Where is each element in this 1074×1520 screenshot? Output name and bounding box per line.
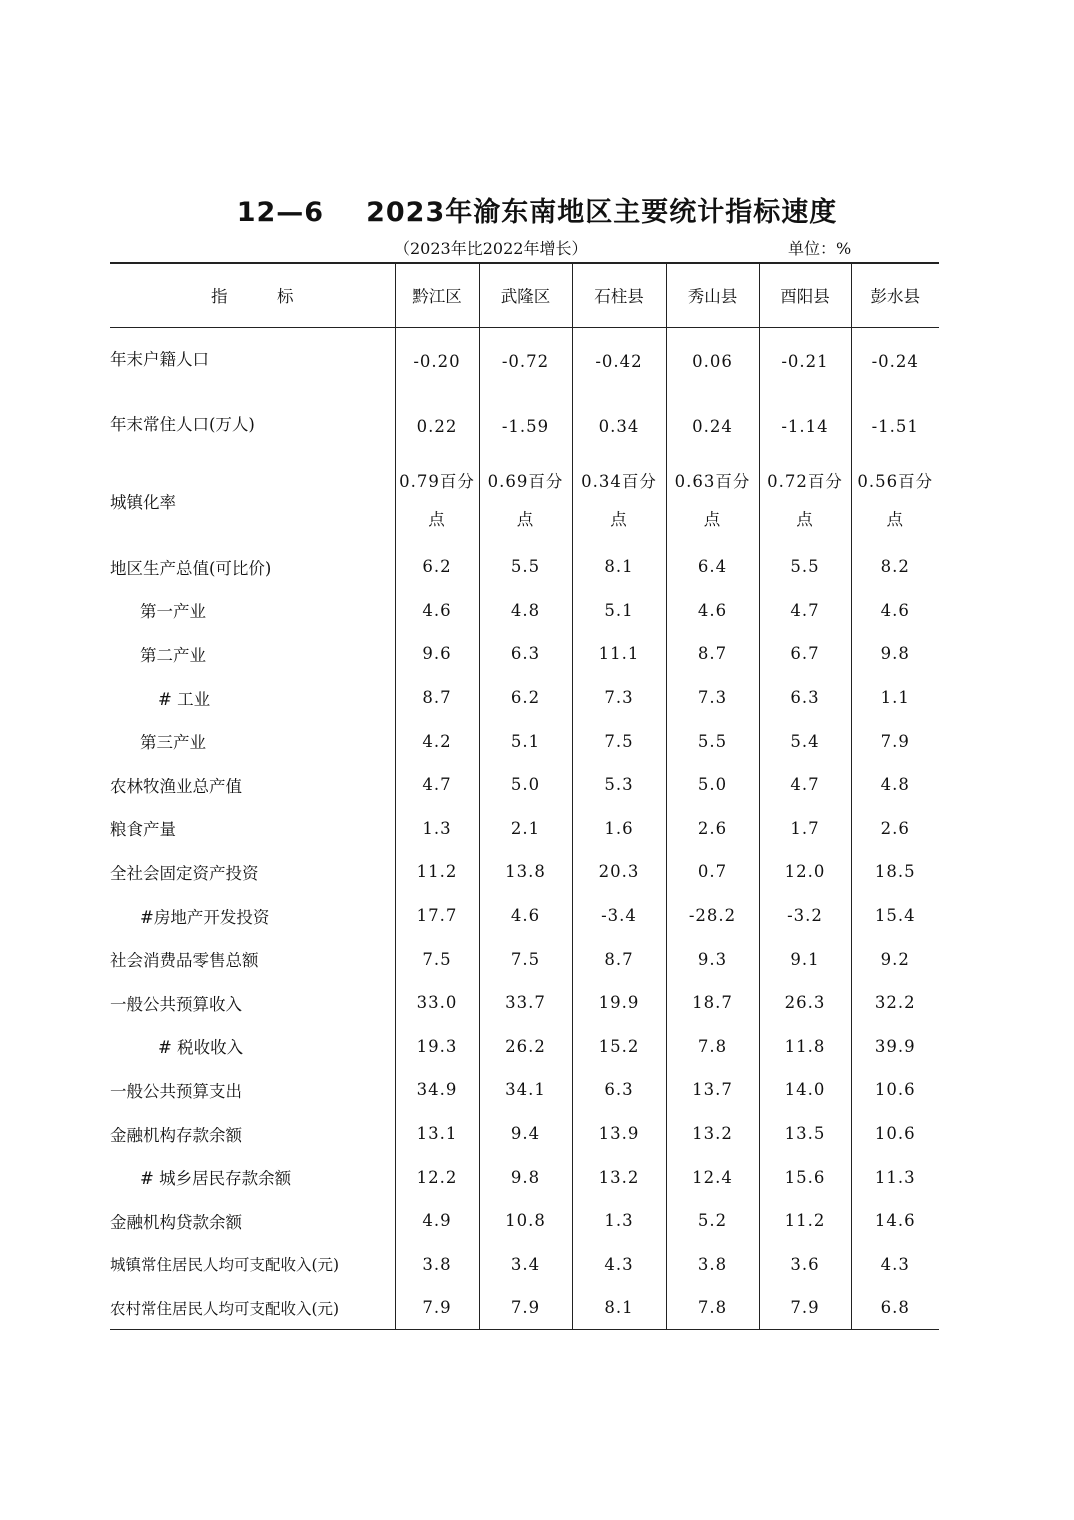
row-label: 第二产业: [140, 645, 206, 665]
cell: 0.72百分点: [759, 457, 851, 545]
header-wulong: 武隆区: [479, 263, 572, 327]
cell: 10.8: [479, 1199, 572, 1243]
table-row: [110, 1243, 939, 1287]
cell: 4.6: [479, 894, 572, 938]
cell: 7.3: [572, 676, 666, 720]
cell: 9.2: [851, 937, 939, 981]
row-label: 城镇常住居民人均可支配收入(元): [110, 1256, 340, 1275]
cell: 8.2: [851, 545, 939, 589]
cell: 1.1: [851, 676, 939, 720]
cell: 4.6: [666, 589, 759, 633]
row-label: 一般公共预算收入: [110, 994, 242, 1014]
cell: 4.8: [851, 763, 939, 807]
cell: 8.7: [572, 937, 666, 981]
row-label: 年末常住人口(万人): [110, 415, 255, 434]
cell: -1.14: [759, 399, 851, 457]
cell: 5.0: [479, 763, 572, 807]
cell: 18.5: [851, 850, 939, 894]
cell: 7.5: [479, 937, 572, 981]
row-label: 地区生产总值(可比价): [110, 558, 272, 578]
cell: 7.8: [666, 1025, 759, 1069]
cell: 5.4: [759, 719, 851, 763]
cell: 0.63百分点: [666, 457, 759, 545]
header-youyang: 酉阳县: [759, 263, 851, 327]
cell: 17.7: [395, 894, 479, 938]
cell: 4.6: [395, 589, 479, 633]
cell: 0.69百分点: [479, 457, 572, 545]
table-row: [110, 399, 939, 457]
cell: 5.3: [572, 763, 666, 807]
row-label: 一般公共预算支出: [110, 1081, 242, 1101]
cell: 14.6: [851, 1199, 939, 1243]
cell: 3.8: [666, 1243, 759, 1287]
table-row: [110, 937, 939, 981]
cell: 4.7: [395, 763, 479, 807]
cell: 1.7: [759, 807, 851, 851]
cell: 39.9: [851, 1025, 939, 1069]
cell: 4.7: [759, 589, 851, 633]
table-row: [110, 894, 939, 938]
cell: 13.8: [479, 850, 572, 894]
cell: 15.4: [851, 894, 939, 938]
cell: 4.3: [572, 1243, 666, 1287]
cell: 6.4: [666, 545, 759, 589]
table-row: [110, 1112, 939, 1156]
cell: 5.1: [479, 719, 572, 763]
row-label: 城镇化率: [110, 493, 176, 512]
header-xiushan: 秀山县: [666, 263, 759, 327]
table-subtitle: （2023年比2022年增长）: [394, 239, 588, 258]
cell: 5.5: [666, 719, 759, 763]
row-label: 全社会固定资产投资: [110, 863, 259, 883]
cell: 20.3: [572, 850, 666, 894]
cell: 3.8: [395, 1243, 479, 1287]
cell: 33.7: [479, 981, 572, 1025]
cell: 9.6: [395, 632, 479, 676]
table-row: [110, 457, 939, 545]
row-label: # 城乡居民存款余额: [140, 1169, 292, 1189]
cell: 10.6: [851, 1068, 939, 1112]
table-row: [110, 327, 939, 399]
cell: 6.3: [479, 632, 572, 676]
cell: 8.7: [395, 676, 479, 720]
cell: 26.3: [759, 981, 851, 1025]
cell: 15.6: [759, 1155, 851, 1199]
page-title: [0, 190, 1074, 229]
cell: 1.3: [395, 807, 479, 851]
cell: -0.20: [395, 327, 479, 399]
table-number: 12—6: [236, 197, 325, 228]
cell: 13.7: [666, 1068, 759, 1112]
table-row: [110, 632, 939, 676]
statistics-table: [110, 262, 939, 1330]
cell: 11.2: [395, 850, 479, 894]
row-label: 粮食产量: [110, 820, 176, 840]
table-row: [110, 1155, 939, 1199]
table-row: [110, 589, 939, 633]
cell: -3.4: [572, 894, 666, 938]
cell: -1.51: [851, 399, 939, 457]
row-label: 金融机构存款余额: [110, 1125, 242, 1145]
row-label: 农村常住居民人均可支配收入(元): [110, 1286, 395, 1330]
unit-label: 单位：%: [788, 239, 852, 258]
cell: 13.2: [572, 1155, 666, 1199]
cell: 10.6: [851, 1112, 939, 1156]
cell: 5.5: [759, 545, 851, 589]
cell: 0.34: [572, 399, 666, 457]
row-label: 第一产业: [140, 602, 206, 622]
table-row: [110, 1068, 939, 1112]
cell: 2.6: [666, 807, 759, 851]
row-label: #房地产开发投资: [140, 907, 270, 927]
cell: 12.4: [666, 1155, 759, 1199]
cell: 9.1: [759, 937, 851, 981]
cell: 12.0: [759, 850, 851, 894]
cell: 7.5: [572, 719, 666, 763]
cell: 13.2: [666, 1112, 759, 1156]
cell: 2.1: [479, 807, 572, 851]
cell: 19.9: [572, 981, 666, 1025]
cell: 9.3: [666, 937, 759, 981]
cell: 1.6: [572, 807, 666, 851]
cell: 6.7: [759, 632, 851, 676]
cell: 8.1: [572, 1286, 666, 1330]
cell: 7.9: [395, 1286, 479, 1330]
table-row: [110, 981, 939, 1025]
table-row: [110, 545, 939, 589]
row-label: 社会消费品零售总额: [110, 951, 259, 971]
cell: 0.79百分点: [395, 457, 479, 545]
cell: 2.6: [851, 807, 939, 851]
cell: 8.1: [572, 545, 666, 589]
table-row: [110, 850, 939, 894]
cell: 13.1: [395, 1112, 479, 1156]
cell: 6.3: [572, 1068, 666, 1112]
row-label: 金融机构贷款余额: [110, 1212, 242, 1232]
cell: 32.2: [851, 981, 939, 1025]
cell: 5.5: [479, 545, 572, 589]
cell: 4.9: [395, 1199, 479, 1243]
cell: 19.3: [395, 1025, 479, 1069]
cell: 4.2: [395, 719, 479, 763]
table-row: [110, 676, 939, 720]
table-row: [110, 807, 939, 851]
cell: 8.7: [666, 632, 759, 676]
row-label: # 税收收入: [158, 1038, 244, 1058]
cell: 15.2: [572, 1025, 666, 1069]
row-label: 农林牧渔业总产值: [110, 776, 242, 796]
cell: 26.2: [479, 1025, 572, 1069]
cell: 13.5: [759, 1112, 851, 1156]
cell: 5.0: [666, 763, 759, 807]
cell: 6.2: [479, 676, 572, 720]
cell: -1.59: [479, 399, 572, 457]
cell: -0.72: [479, 327, 572, 399]
header-qianjiang: 黔江区: [395, 263, 479, 327]
cell: 13.9: [572, 1112, 666, 1156]
cell: 33.0: [395, 981, 479, 1025]
cell: 4.8: [479, 589, 572, 633]
cell: -3.2: [759, 894, 851, 938]
row-label: 年末户籍人口: [110, 349, 209, 369]
cell: 6.8: [851, 1286, 939, 1330]
cell: 9.4: [479, 1112, 572, 1156]
cell: 11.3: [851, 1155, 939, 1199]
cell: -28.2: [666, 894, 759, 938]
cell: 1.3: [572, 1199, 666, 1243]
table-row: [110, 763, 939, 807]
row-label: # 工业: [158, 689, 211, 709]
cell: 0.06: [666, 327, 759, 399]
cell: -0.21: [759, 327, 851, 399]
cell: 3.4: [479, 1243, 572, 1287]
header-row: [110, 263, 939, 327]
cell: 5.1: [572, 589, 666, 633]
cell: 11.2: [759, 1199, 851, 1243]
row-label: 第三产业: [140, 733, 206, 753]
cell: 7.3: [666, 676, 759, 720]
cell: 7.9: [479, 1286, 572, 1330]
cell: 34.9: [395, 1068, 479, 1112]
cell: 6.3: [759, 676, 851, 720]
cell: 0.34百分点: [572, 457, 666, 545]
cell: 5.2: [666, 1199, 759, 1243]
cell: 3.6: [759, 1243, 851, 1287]
header-shizhu: 石柱县: [572, 263, 666, 327]
cell: 9.8: [851, 632, 939, 676]
cell: 7.5: [395, 937, 479, 981]
header-pengshui: 彭水县: [851, 263, 939, 327]
cell: 34.1: [479, 1068, 572, 1112]
cell: 7.8: [666, 1286, 759, 1330]
cell: 0.7: [666, 850, 759, 894]
cell: 0.22: [395, 399, 479, 457]
table-row: [110, 1199, 939, 1243]
table-row: [110, 719, 939, 763]
cell: 4.6: [851, 589, 939, 633]
cell: 4.7: [759, 763, 851, 807]
cell: 7.9: [759, 1286, 851, 1330]
cell: 18.7: [666, 981, 759, 1025]
table-row: [110, 1286, 939, 1330]
header-indicator: 指 标: [110, 263, 395, 327]
cell: 11.8: [759, 1025, 851, 1069]
cell: 9.8: [479, 1155, 572, 1199]
cell: 6.2: [395, 545, 479, 589]
table-row: [110, 1025, 939, 1069]
cell: 11.1: [572, 632, 666, 676]
cell: 4.3: [851, 1243, 939, 1287]
cell: -0.24: [851, 327, 939, 399]
cell: 12.2: [395, 1155, 479, 1199]
cell: -0.42: [572, 327, 666, 399]
table-title: 2023年渝东南地区主要统计指标速度: [366, 197, 838, 228]
cell: 14.0: [759, 1068, 851, 1112]
cell: 0.24: [666, 399, 759, 457]
cell: 0.56百分点: [851, 457, 939, 545]
cell: 7.9: [851, 719, 939, 763]
